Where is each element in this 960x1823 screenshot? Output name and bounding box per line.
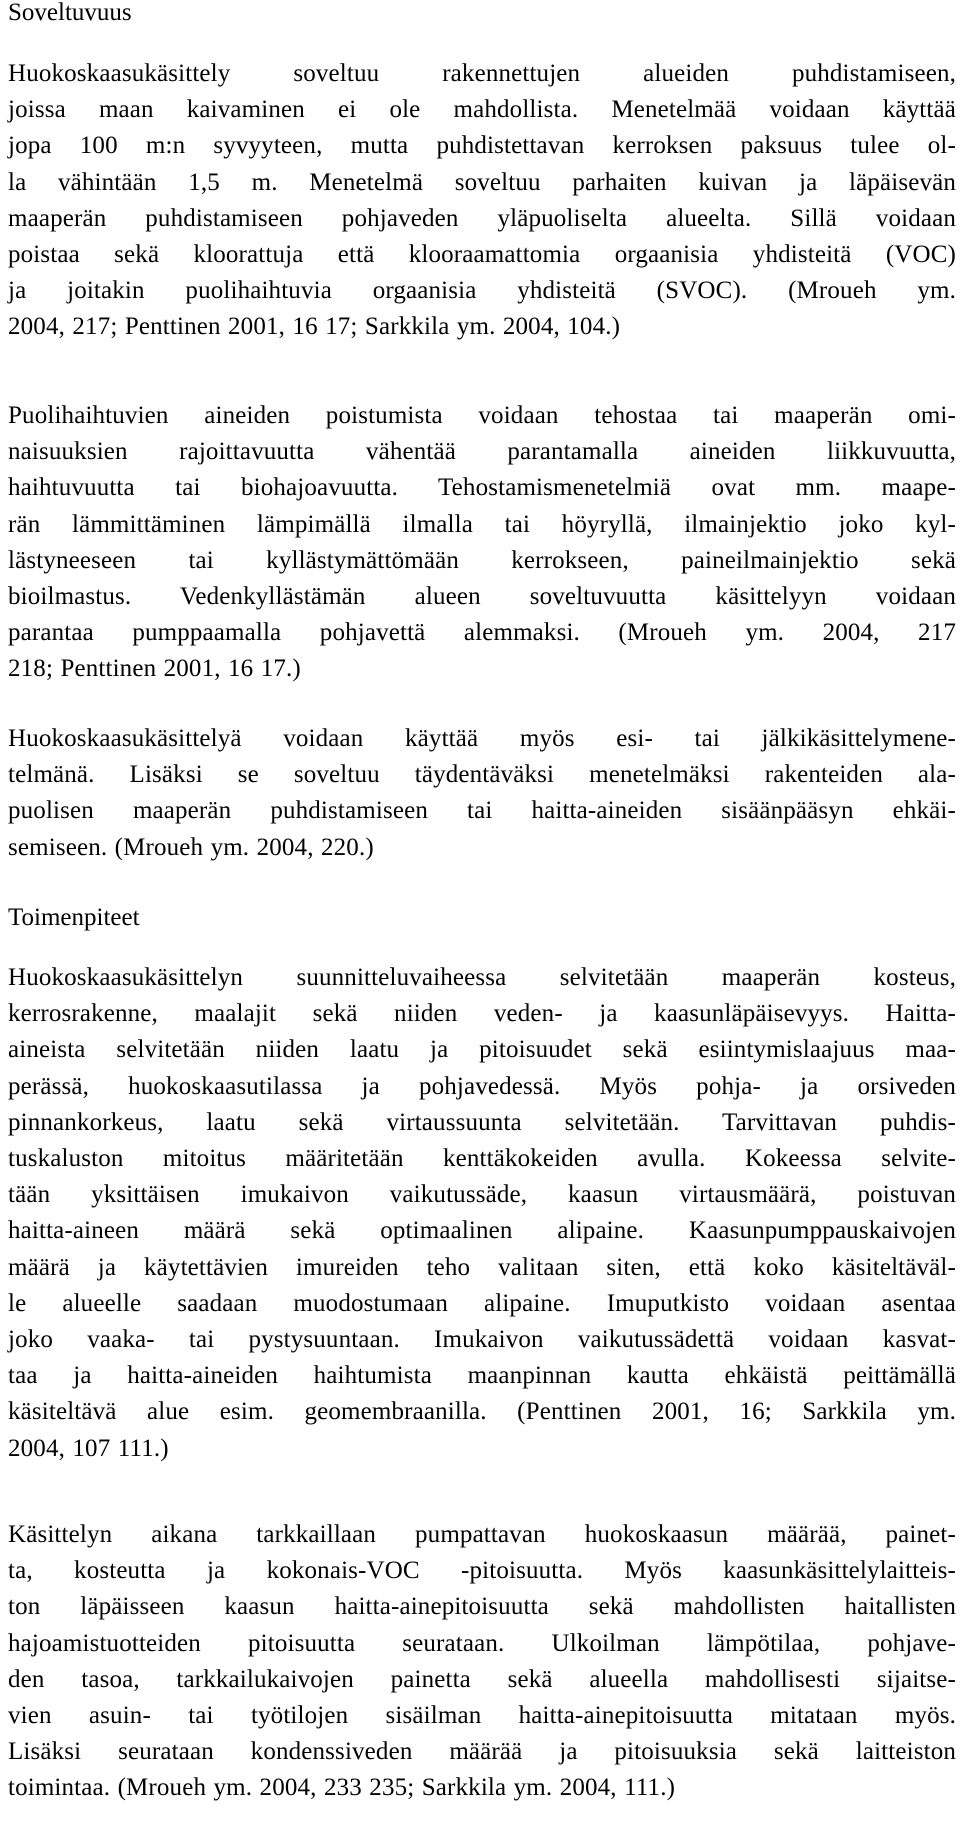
text-line: parantaa pumppaamalla pohjavettä alemmaksi. (Mroueh ym. 2004, 217 <box>8 619 956 647</box>
text-line: haihtuvuutta tai biohajoavuutta. Tehostamismenetelmiä ovat mm. maape- <box>8 474 956 502</box>
text-line: haitta-aineen määrä sekä optimaalinen alipaine. Kaasunpumppauskaivojen <box>8 1217 956 1245</box>
text-line: maaperän puhdistamiseen pohjaveden yläpuoliselta alueelta. Sillä voidaan <box>8 204 956 232</box>
text-line: lästyneeseen tai kyllästymättömään kerrokseen, paineilmainjektio sekä <box>8 546 956 574</box>
text-line: kerrosrakenne, maalajit sekä niiden veden- ja kaasunläpäisevyys. Haitta- <box>8 1000 956 1028</box>
text-line: tään yksittäisen imukaivon vaikutussäde, kaasun virtausmäärä, poistuvan <box>8 1181 956 1209</box>
text-line: rän lämmittäminen lämpimällä ilmalla tai höyryllä, ilmainjektio joko kyl- <box>8 510 956 538</box>
text-line: puolisen maaperän puhdistamiseen tai haitta-aineiden sisäänpääsyn ehkäi- <box>8 797 956 825</box>
paragraph <box>8 721 956 866</box>
text-line: hajoamistuotteiden pitoisuutta seurataan. Ulkoilman lämpötilaa, pohjave- <box>8 1629 956 1657</box>
text-line: Puolihaihtuvien aineiden poistumista voidaan tehostaa tai maaperän omi- <box>8 402 956 429</box>
text-line: semiseen. (Mroueh ym. 2004, 220.) <box>8 833 374 861</box>
text-line: joissa maan kaivaminen ei ole mahdollista. Menetelmää voidaan käyttää <box>8 96 956 124</box>
text-line: joko vaaka- tai pystysuuntaan. Imukaivon vaikutussädettä voidaan kasvat- <box>8 1326 956 1354</box>
text-line: Huokoskaasukäsittely soveltuu rakennettujen alueiden puhdistamiseen, <box>8 60 956 87</box>
text-line: la vähintään 1,5 m. Menetelmä soveltuu parhaiten kuivan ja läpäisevän <box>8 168 956 196</box>
text-line: ton läpäisseen kaasun haitta-ainepitoisuutta sekä mahdollisten haitallisten <box>8 1593 956 1621</box>
text-line: perässä, huokoskaasutilassa ja pohjavedessä. Myös pohja- ja orsiveden <box>8 1072 956 1100</box>
text-line: tuskaluston mitoitus määritetään kenttäkokeiden avulla. Kokeessa selvite- <box>8 1145 956 1173</box>
text-line: Lisäksi seurataan kondenssiveden määrää ja pitoisuuksia sekä laitteiston <box>8 1738 956 1766</box>
text-line: taa ja haitta-aineiden haihtumista maanpinnan kautta ehkäistä peittämällä <box>8 1362 956 1390</box>
text-line: den tasoa, tarkkailukaivojen painetta sekä alueella mahdollisesti sijaitse- <box>8 1665 956 1693</box>
paragraph <box>8 1517 956 1807</box>
text-line: 218; Penttinen 2001, 16 17.) <box>8 655 301 683</box>
section-heading: Soveltuvuus <box>8 0 132 26</box>
text-line: Käsittelyn aikana tarkkaillaan pumpattavan huokoskaasun määrää, painet- <box>8 1521 956 1548</box>
text-line: toimintaa. (Mroueh ym. 2004, 233 235; Sarkkila ym. 2004, 111.) <box>8 1774 676 1802</box>
text-line: käsiteltävä alue esim. geomembraanilla. (Penttinen 2001, 16; Sarkkila ym. <box>8 1398 956 1426</box>
text-line: Huokoskaasukäsittelyn suunnitteluvaiheessa selvitetään maaperän kosteus, <box>8 964 956 991</box>
text-line: Huokoskaasukäsittelyä voidaan käyttää myös esi- tai jälkikäsittelymene- <box>8 725 956 752</box>
section-heading: Toimenpiteet <box>8 904 140 931</box>
text-line: aineista selvitetään niiden laatu ja pitoisuudet sekä esiintymislaajuus maa- <box>8 1036 956 1064</box>
text-line: naisuuksien rajoittavuutta vähentää parantamalla aineiden liikkuvuutta, <box>8 438 956 466</box>
text-line: jopa 100 m:n syvyyteen, mutta puhdistettavan kerroksen paksuus tulee ol- <box>8 132 956 160</box>
text-line: 2004, 217; Penttinen 2001, 16 17; Sarkkila ym. 2004, 104.) <box>8 313 621 341</box>
text-line: telmänä. Lisäksi se soveltuu täydentäväksi menetelmäksi rakenteiden ala- <box>8 761 956 789</box>
text-line: le alueelle saadaan muodostumaan alipaine. Imuputkisto voidaan asentaa <box>8 1289 956 1317</box>
text-line: poistaa sekä kloorattuja että klooraamattomia orgaanisia yhdisteitä (VOC) <box>8 241 956 269</box>
text-line: vien asuin- tai työtilojen sisäilman haitta-ainepitoisuutta mitataan myös. <box>8 1702 956 1730</box>
text-line: ja joitakin puolihaihtuvia orgaanisia yhdisteitä (SVOC). (Mroueh ym. <box>8 277 956 305</box>
paragraph <box>8 56 956 346</box>
paragraph <box>8 960 956 1467</box>
text-line: pinnankorkeus, laatu sekä virtaussuunta selvitetään. Tarvittavan puhdis- <box>8 1108 956 1136</box>
text-line: bioilmastus. Vedenkyllästämän alueen soveltuvuutta käsittelyyn voidaan <box>8 583 956 611</box>
text-line: ta, kosteutta ja kokonais-VOC -pitoisuutta. Myös kaasunkäsittelylaitteis- <box>8 1557 956 1585</box>
text-line: 2004, 107 111.) <box>8 1434 169 1462</box>
text-line: määrä ja käytettävien imureiden teho valitaan siten, että koko käsiteltäväl- <box>8 1253 956 1281</box>
paragraph <box>8 398 956 688</box>
